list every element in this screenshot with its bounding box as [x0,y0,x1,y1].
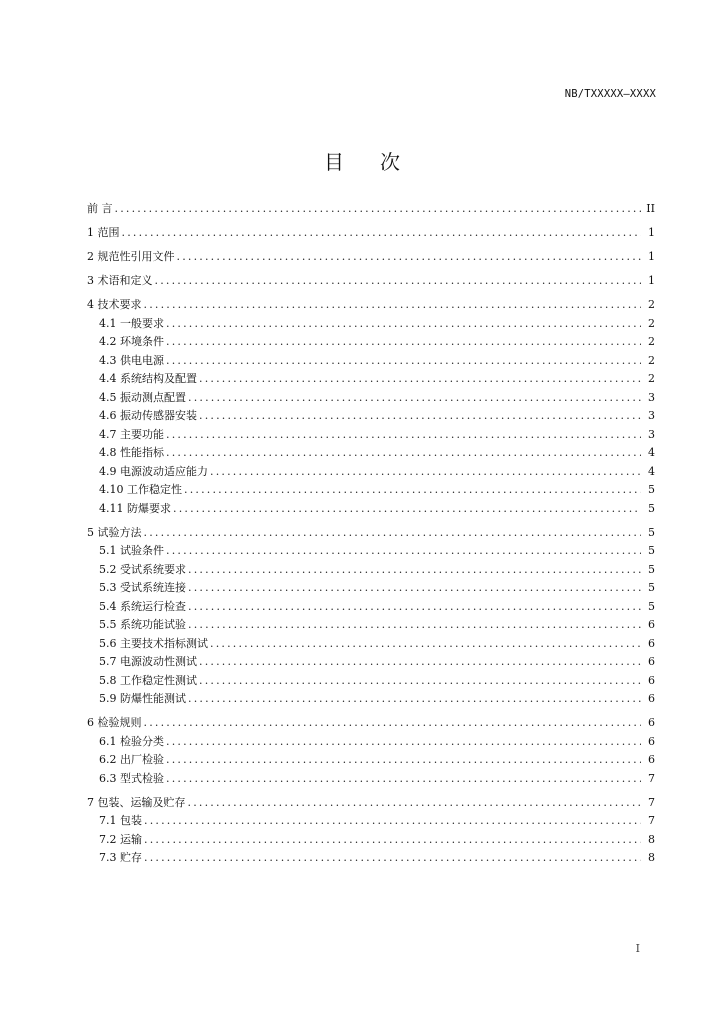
toc-subentry[interactable] [87,690,655,709]
toc-subentry[interactable] [87,831,655,850]
toc-entry-page: 7 [648,814,655,827]
toc-subentry[interactable] [87,561,655,580]
toc-entry-page: 6 [648,734,655,748]
toc-entry-label[interactable]: 7.3 贮存 [99,851,142,864]
document-code: NB/TXXXXX—XXXX [564,88,656,100]
toc-entry-page: 7 [648,771,655,785]
toc-entry-label[interactable]: 7 包装、运输及贮存 [87,795,186,809]
dot-leader [210,635,641,654]
toc-entry-page: 6 [648,673,655,687]
toc-entry-label[interactable]: 5.7 电源波动性测试 [99,655,197,668]
dot-leader [166,315,641,334]
toc-subentry[interactable] [87,426,655,445]
toc-entry-label[interactable]: 5.4 系统运行检查 [99,599,186,613]
toc-entry-page: 5 [648,483,655,496]
toc-entry-page: 2 [648,316,655,330]
dot-leader [144,296,642,315]
dot-leader [115,200,642,219]
dot-leader [144,812,641,831]
toc-entry-label[interactable]: 4.4 系统结构及配置 [99,372,197,385]
toc-entry-label[interactable]: 6.2 出厂检验 [99,753,164,766]
toc-subentry[interactable] [87,352,655,371]
toc-subentry[interactable] [87,653,655,672]
dot-leader [188,598,641,617]
table-of-contents [87,200,655,868]
toc-subentry[interactable] [87,770,655,789]
toc-entry-page: 2 [648,353,655,367]
toc-entry-label[interactable]: 4.11 防爆要求 [99,501,171,515]
toc-entry-page: 6 [648,753,655,766]
toc-entry-label[interactable]: 7.1 包装 [99,814,142,827]
toc-entry-page: 1 [648,250,655,263]
toc-entry-label[interactable]: 7.2 运输 [99,832,142,846]
toc-entry-page: 5 [648,525,655,539]
dot-leader [166,426,641,445]
toc-entry-page: 6 [648,618,655,631]
toc-entry-label[interactable]: 4.9 电源波动适应能力 [99,464,208,478]
toc-subentry[interactable] [87,389,655,408]
dot-leader [210,463,641,482]
dot-leader [166,352,641,371]
toc-entry-page: 6 [648,636,655,650]
dot-leader [184,481,641,500]
toc-entry-label[interactable]: 5 试验方法 [87,525,142,539]
toc-entry-page: 5 [648,562,655,576]
dot-leader [199,370,641,389]
toc-entry-label[interactable]: 5.2 受试系统要求 [99,562,186,576]
toc-entry-label[interactable]: 4.6 振动传感器安装 [99,409,197,422]
toc-entry-page: 5 [648,581,655,594]
toc-subentry[interactable] [87,463,655,482]
toc-subentry[interactable] [87,579,655,598]
dot-leader [166,751,641,770]
dot-leader [188,561,641,580]
toc-entry-page: 2 [648,298,655,311]
toc-subentry[interactable] [87,598,655,617]
dot-leader [188,690,641,709]
toc-subentry[interactable] [87,407,655,426]
toc-entry-page: 6 [648,692,655,705]
toc-entry-page: II [646,202,655,215]
toc-entry[interactable] [87,524,655,543]
toc-subentry[interactable] [87,315,655,334]
toc-entry-label[interactable]: 4.10 工作稳定性 [99,483,182,496]
toc-subentry[interactable] [87,635,655,654]
toc-entry-page: 1 [648,226,655,239]
toc-entry-label[interactable]: 5.9 防爆性能测试 [99,692,186,705]
toc-entry[interactable] [87,296,655,315]
toc-subentry[interactable] [87,500,655,519]
dot-leader [122,224,642,243]
dot-leader [173,500,641,519]
toc-subentry[interactable] [87,733,655,752]
page-number: I [635,942,640,955]
toc-entry-label[interactable]: 5.5 系统功能试验 [99,618,186,631]
toc-entry-page: 1 [648,274,655,287]
toc-entry[interactable] [87,200,655,219]
toc-subentry[interactable] [87,370,655,389]
dot-leader [144,849,641,868]
toc-entry-label[interactable]: 4.1 一般要求 [99,316,164,330]
toc-entry-page: 5 [648,544,655,557]
toc-entry-label[interactable]: 4.7 主要功能 [99,427,164,441]
toc-entry-page: 4 [648,446,655,459]
dot-leader [177,248,642,267]
dot-leader [199,672,641,691]
dot-leader [166,444,641,463]
toc-entry-label[interactable]: 5.1 试验条件 [99,544,164,557]
toc-entry[interactable] [87,248,655,267]
toc-subentry[interactable] [87,444,655,463]
toc-subentry[interactable] [87,333,655,352]
toc-subentry[interactable] [87,542,655,561]
dot-leader [166,333,641,352]
toc-entry-label[interactable]: 5.8 工作稳定性测试 [99,673,197,687]
toc-entry-label[interactable]: 2 规范性引用文件 [87,250,175,263]
dot-leader [166,733,641,752]
toc-entry-page: 5 [648,599,655,613]
toc-entry[interactable] [87,272,655,291]
toc-entry-label[interactable]: 5.3 受试系统连接 [99,581,186,594]
dot-leader [188,389,641,408]
toc-entry-page: 4 [648,464,655,478]
toc-entry-page: 6 [648,716,655,729]
dot-leader [199,653,641,672]
dot-leader [166,542,641,561]
toc-entry-page: 2 [648,335,655,348]
toc-entry-label[interactable]: 前 言 [87,202,113,215]
dot-leader [188,794,642,813]
toc-entry-page: 3 [648,427,655,441]
dot-leader [188,579,641,598]
toc-entry-label[interactable]: 4.5 振动测点配置 [99,390,186,404]
toc-entry-page: 3 [648,390,655,404]
toc-entry-label[interactable]: 5.6 主要技术指标测试 [99,636,208,650]
toc-subentry[interactable] [87,481,655,500]
toc-entry-label[interactable]: 6.1 检验分类 [99,734,164,748]
dot-leader [144,524,642,543]
dot-leader [144,831,641,850]
toc-subentry[interactable] [87,672,655,691]
toc-entry-page: 2 [648,372,655,385]
toc-subentry[interactable] [87,812,655,831]
page-title: 目次 [324,150,436,174]
toc-entry-label[interactable]: 4.8 性能指标 [99,446,164,459]
dot-leader [166,770,641,789]
toc-entry-label[interactable]: 6 检验规则 [87,716,142,729]
toc-entry-page: 8 [648,851,655,864]
toc-entry-label[interactable]: 4.3 供电电源 [99,353,164,367]
dot-leader [144,714,642,733]
toc-entry[interactable] [87,714,655,733]
toc-entry-label[interactable]: 4 技术要求 [87,298,142,311]
dot-leader [188,616,641,635]
toc-entry-page: 3 [648,409,655,422]
toc-entry-label[interactable]: 6.3 型式检验 [99,771,164,785]
toc-subentry[interactable] [87,616,655,635]
toc-entry-label[interactable]: 1 范围 [87,226,120,239]
toc-subentry[interactable] [87,751,655,770]
toc-entry-page: 8 [648,832,655,846]
toc-entry[interactable] [87,794,655,813]
toc-subentry[interactable] [87,849,655,868]
toc-entry-page: 6 [648,655,655,668]
toc-entry-page: 5 [648,501,655,515]
toc-entry-page: 7 [648,795,655,809]
dot-leader [155,272,642,291]
toc-entry-label[interactable]: 3 术语和定义 [87,274,153,287]
dot-leader [199,407,641,426]
toc-entry-label[interactable]: 4.2 环境条件 [99,335,164,348]
toc-entry[interactable] [87,224,655,243]
